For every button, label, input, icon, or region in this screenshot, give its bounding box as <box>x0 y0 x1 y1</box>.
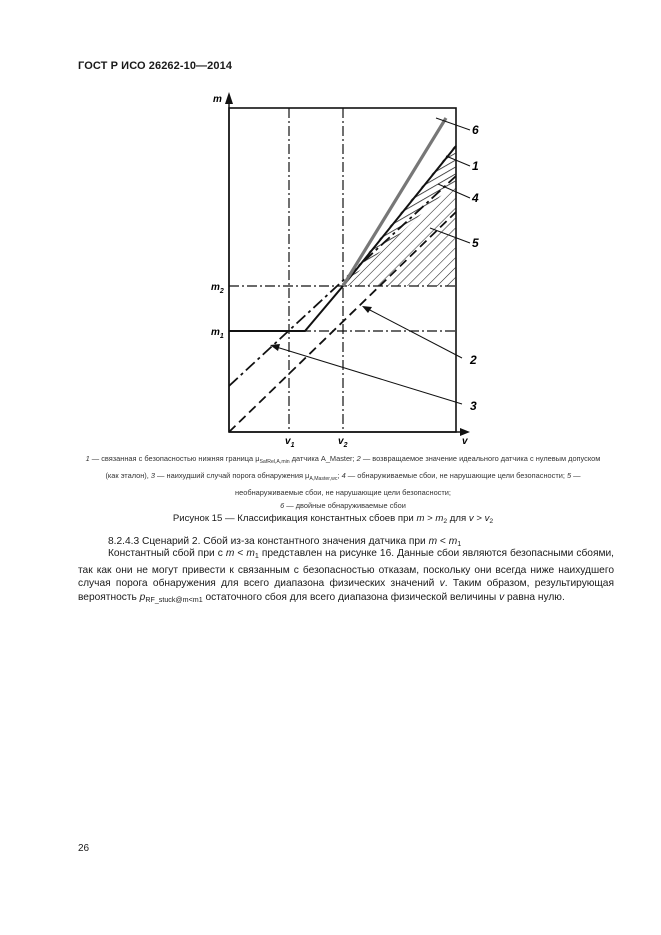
y-axis <box>225 92 233 432</box>
page-number: 26 <box>78 843 90 854</box>
tick-m1: $m_1$ <box>211 327 224 340</box>
callout-1: 1 <box>472 159 479 173</box>
callout-6: 6 <box>472 123 479 137</box>
x-axis <box>229 428 470 436</box>
legend-key-3: 3 <box>150 471 155 480</box>
legend-key-1: 1 <box>85 454 90 463</box>
callout-2: 2 <box>470 353 477 367</box>
arrowhead-2 <box>362 306 372 313</box>
tick-v2: $v_2$ <box>338 436 348 449</box>
figure-15-diagram <box>0 0 661 450</box>
callout-3: 3 <box>470 399 477 413</box>
tick-v1: $v_1$ <box>285 436 295 449</box>
legend-key-6: 6 <box>280 501 285 510</box>
legend-key-5: 5 <box>566 471 572 480</box>
figure-legend: 1 — связанная с безопасностью нижняя граница $\mu_{SafRel,A,min}$ датчика A_Master; 2 — возвращаемое значение идеального датчика с нулевым допуском (как эталон), 3 — наихудший случай порога обнаружения $\mu_{A,Master,wc}$; 4 — обнаруживаемые сбои, не нарушающие цели безопасности; 5 — необнаруживаемые сбои, не нарушающие цели безопасности; 6 — двойные обнаруживаемые сбои <box>85 454 601 510</box>
document-header: ГОСТ Р ИСО 26262-10—2014 <box>78 60 233 72</box>
x-axis-label: v <box>462 436 468 447</box>
figure-caption: Рисунок 15 — Классификация константных сбоев при $m > m_2$ для $v > v_2$ <box>172 513 494 525</box>
body-paragraph: Константный сбой при с $m < m_1$ представлен на рисунке 16. Данные сбои являются безопасными сбоями, так как они не могут привести к связанным с безопасностью отказам, поскольку они всегда ниже наихудшего случая порога обнаружения для всего диапазона физических значений v. Таким образом, результирующая вероятность $p_{RF\_stuck@m<m1}$ остаточного сбоя для всего диапазона физической величины v равна нулю. <box>78 548 614 604</box>
hatched-region-undetected-safe <box>343 182 456 286</box>
tick-m2: $m_2$ <box>211 282 224 295</box>
callout-5: 5 <box>472 236 479 250</box>
y-axis-label: m <box>213 94 222 105</box>
section-heading: 8.2.4.3 Сценарий 2. Сбой из-за константного значения датчика при $m < m_1$ <box>108 536 462 548</box>
legend-key-2: 2 <box>356 454 361 463</box>
callout-4: 4 <box>472 191 479 205</box>
legend-key-4: 4 <box>341 471 346 480</box>
